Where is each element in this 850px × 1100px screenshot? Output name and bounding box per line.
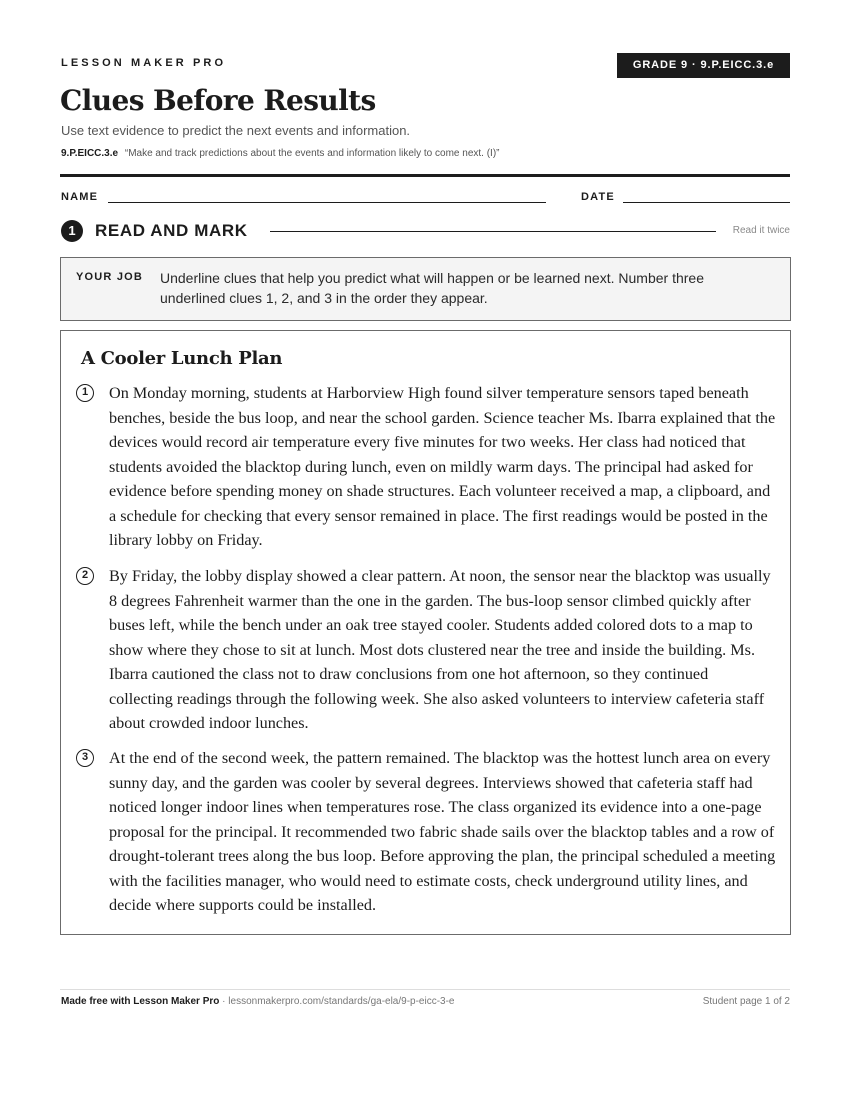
header-divider [60,174,790,177]
passage-title: A Cooler Lunch Plan [81,348,283,369]
grade-badge: GRADE 9 · 9.P.EICC.3.e [617,53,790,78]
paragraph-number-1: 1 [76,384,94,402]
footer-url-link[interactable]: lessonmakerpro.com/standards/ga-ela/9-p-eicc-3-e [228,996,455,1007]
footer-page-number: Student page 1 of 2 [702,996,790,1007]
footer-made-with: Made free with Lesson Maker Pro [61,996,220,1007]
instructions-label: YOUR JOB [76,271,144,283]
page-title: Clues Before Results [60,84,376,117]
standard-line [61,148,499,159]
brand-name: LESSON MAKER PRO [61,57,227,69]
paragraph-text-1: On Monday morning, students at Harborview High found silver temperature sensors taped beneath benches, beside the bus loop, and near the school garden. Science teacher Ms. Ibarra explained that the devices would record air temperature every five minutes for two weeks. Her class had noticed that students avoided the blacktop during lunch, even on mildly warm days. The principal had asked for evidence before spending money on shade structures. Each volunteer received a map, a clipboard, and a schedule for checking that every sensor remained in place. The first readings would be posted in the library lobby on Friday. [109,384,776,549]
section-number-badge: 1 [61,220,83,242]
standard-text: “Make and track predictions about the events and information likely to come next. (I)” [124,148,500,159]
section-divider [270,231,716,232]
passage-box [60,330,791,935]
footer-separator: · [219,996,229,1007]
paragraph-number-3: 3 [76,749,94,767]
instructions-text: Underline clues that help you predict what will happen or be learned next. Number three underlined clues 1, 2, and 3 in the order they appear. [160,270,704,306]
date-label: DATE [581,191,615,203]
paragraph-text-2: By Friday, the lobby display showed a clear pattern. At noon, the sensor near the blacktop was usually 8 degrees Fahrenheit warmer than the one in the garden. The bus-loop sensor climbed quickly after buses left, while the bench under an oak tree stayed cooler. Students added colored dots to a map to show where they chose to sit at lunch. Most dots clustered near the tree and inside the building. Ms. Ibarra cautioned the class not to draw conclusions from one hot afternoon, so they continued collecting readings through the following week. She also asked volunteers to interview cafeteria staff about crowded indoor lunches. [109,567,771,732]
name-label: NAME [61,191,99,203]
name-field[interactable] [108,202,546,203]
footer-credit [61,996,455,1007]
page-subtitle: Use text evidence to predict the next events and information. [61,123,411,138]
standard-code: 9.P.EICC.3.e [61,148,119,159]
footer-divider [60,989,790,990]
instructions-box [60,257,791,321]
section-title: READ AND MARK [95,221,248,240]
paragraph-text-3: At the end of the second week, the pattern remained. The blacktop was the hottest lunch area on every sunny day, and the garden was cooler by several degrees. Interviews showed that cafeteria staff had noticed longer indoor lines when temperatures rose. The class organized its evidence into a one-page proposal for the principal. It recommended two fabric shade sails over the blacktop tables and a row of drought-tolerant trees along the bus loop. Before approving the plan, the principal scheduled a meeting with the facilities manager, who would need to estimate costs, check underground utility lines, and decide where supports could be installed. [109,749,776,914]
section-note: Read it twice [732,225,790,236]
date-field[interactable] [623,202,790,203]
paragraph-number-2: 2 [76,567,94,585]
